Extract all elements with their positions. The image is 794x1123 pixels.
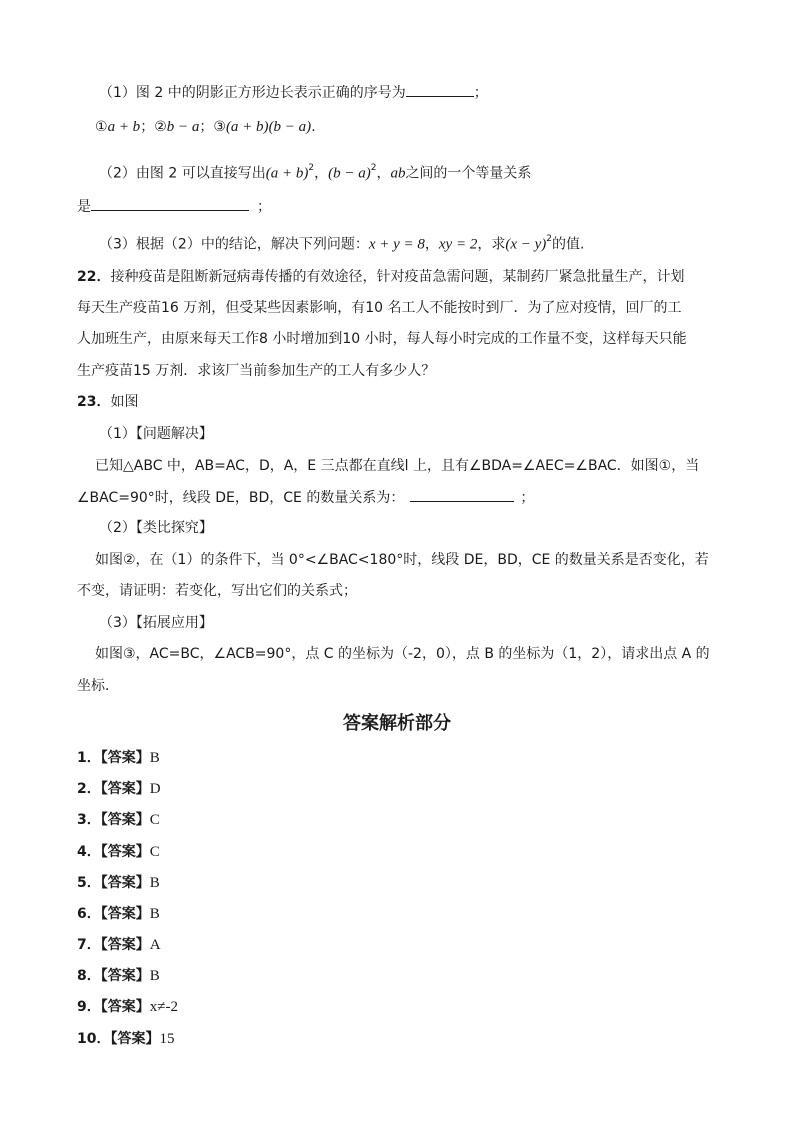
option-3-expr-b: (b − a): [268, 119, 312, 135]
q22-text-3: 人加班生产，由原来每天工作8 小时增加到10 小时，每人每小时完成的工作量不变，这样每天只能: [77, 331, 687, 347]
answer-value: B: [149, 875, 160, 891]
q23-title-text: 如图: [110, 394, 139, 410]
answer-number: 7．: [77, 937, 101, 953]
q23-part2-head: [99, 518, 213, 538]
answer-item: [77, 842, 160, 862]
answer-number: 5．: [77, 875, 101, 891]
q21-part3: [99, 231, 584, 255]
punct: ，: [376, 165, 391, 182]
q23-part1-line1: [95, 456, 699, 476]
q21-part3-text-b: ，求: [477, 236, 506, 253]
answer-value: 15: [159, 1031, 175, 1047]
q22-line1: [77, 267, 684, 287]
answer-tag: 【答案】: [100, 906, 150, 922]
answer-item: [77, 966, 160, 986]
q23-part3-heading: （3）【拓展应用】: [99, 615, 213, 631]
q22-text-1: 接种疫苗是阻断新冠病毒传播的有效途径，针对疫苗急需问题，某制药厂紧急批量生产，计划: [110, 269, 685, 285]
answer-number: 1．: [77, 750, 101, 766]
punct: ，: [424, 236, 439, 253]
q21-part1-text: （1）图 2 中的阴影正方形边长表示正确的序号为: [99, 85, 406, 101]
exponent: 2: [308, 163, 315, 173]
answer-item: [77, 779, 161, 799]
punct: ；: [257, 199, 271, 215]
answer-value: C: [149, 812, 160, 828]
option-marker-3: ③: [213, 119, 226, 135]
q23-part1-text-1: 已知△ABC 中，AB=AC，D，A，E 三点都在直线l 上，且有∠BDA=∠AEC=∠BAC．如图①，当: [95, 458, 700, 474]
q21-part2-text-b: 之间的一个等量关系: [405, 165, 532, 182]
answer-number: 3．: [77, 812, 101, 828]
punct: ，: [314, 165, 329, 182]
question-number: 23．: [77, 394, 111, 410]
expr-x-minus-y: (x − y): [505, 236, 547, 253]
q23-part2-line1: [95, 550, 709, 570]
q23-part1-text-2: ∠BAC=90°时，线段 DE，BD，CE 的数量关系为：: [77, 490, 405, 506]
exponent: 2: [370, 163, 377, 173]
q22-line3: [77, 329, 687, 349]
answer-value: D: [149, 781, 161, 797]
answer-value: A: [149, 937, 161, 953]
q21-part1: [99, 82, 488, 103]
punct: ；: [199, 119, 214, 135]
answer-item: [77, 935, 161, 955]
answer-tag: 【答案】: [100, 937, 150, 953]
equation-2: xy = 2: [438, 236, 478, 253]
answer-number: 6．: [77, 906, 101, 922]
expr-b-minus-a: (b − a): [328, 165, 371, 182]
q22-text-2: 每天生产疫苗16 万剂，但受某些因素影响，有10 名工人不能按时到厂．为了应对疫情，回厂的工: [77, 300, 682, 316]
q21-part2-line2-text: 是: [77, 199, 91, 215]
punct: ；: [473, 85, 488, 101]
answer-tag: 【答案】: [100, 750, 150, 766]
answer-tag: 【答案】: [100, 999, 150, 1015]
answer-value: B: [149, 906, 160, 922]
answer-tag: 【答案】: [100, 968, 150, 984]
q22-text-4: 生产疫苗15 万剂．求该厂当前参加生产的工人有多少人？: [77, 363, 436, 379]
answer-tag: 【答案】: [100, 781, 150, 797]
q23-part3-line1: [95, 644, 710, 664]
exponent: 2: [546, 234, 552, 244]
q21-part3-text: （3）根据（2）中的结论，解决下列问题：: [99, 236, 369, 253]
q21-part3-text-c: 的值.: [552, 236, 585, 253]
q23-part2-line2: [77, 581, 357, 601]
answer-number: 10．: [77, 1031, 111, 1047]
option-marker-2: ②: [154, 119, 167, 135]
answer-blank[interactable]: [406, 82, 474, 97]
answer-tag: 【答案】: [100, 812, 150, 828]
expr-a-plus-b: (a + b): [265, 165, 309, 182]
q23-part1-head: [99, 424, 213, 444]
answer-value: x≠-2: [149, 999, 178, 1015]
answer-number: 8．: [77, 968, 101, 984]
option-1-expr: a + b: [107, 119, 141, 135]
answer-blank[interactable]: [410, 487, 514, 502]
q23-part3-line2: [77, 676, 119, 696]
punct: ；: [140, 119, 155, 135]
answer-tag: 【答案】: [100, 844, 150, 860]
punct: ；: [520, 490, 535, 506]
answer-item: [77, 873, 160, 893]
answer-item: [77, 904, 160, 924]
answer-item: [77, 748, 160, 768]
answer-tag: 【答案】: [100, 875, 150, 891]
answer-tag: 【答案】: [110, 1031, 160, 1047]
option-3-expr-a: (a + b): [225, 119, 269, 135]
option-marker-1: ①: [95, 119, 108, 135]
punct: .: [311, 119, 316, 135]
answer-item: [77, 810, 160, 830]
q23-part3-head: [99, 613, 213, 633]
answer-number: 2．: [77, 781, 101, 797]
q23-part2-text-2: 不变，请证明：若变化，写出它们的关系式；: [77, 583, 357, 599]
q21-part2: [99, 160, 531, 184]
answer-number: 4．: [77, 844, 101, 860]
q23-part1-heading: （1）【问题解决】: [99, 426, 213, 442]
q22-line2: [77, 298, 682, 318]
equation-1: x + y = 8: [368, 236, 425, 253]
answer-number: 9．: [77, 999, 101, 1015]
answer-item: [77, 1029, 174, 1049]
answer-value: B: [149, 750, 160, 766]
q23-part3-text-2: 坐标．: [77, 678, 119, 694]
answer-value: C: [149, 844, 160, 860]
answer-value: B: [149, 968, 160, 984]
q23-part2-heading: （2）【类比探究】: [99, 520, 213, 536]
q21-options: [95, 117, 316, 137]
q21-part2-text: （2）由图 2 可以直接写出: [99, 165, 266, 182]
q23-title: [77, 392, 138, 412]
answer-item: [77, 997, 178, 1017]
expr-ab: ab: [390, 165, 406, 182]
question-number: 22．: [77, 269, 111, 285]
answers-section-title: 答案解析部分: [343, 713, 451, 734]
q22-line4: [77, 361, 435, 381]
q21-part2-line2: [77, 196, 271, 217]
q23-part3-text-1: 如图③，AC=BC，∠ACB=90°，点 C 的坐标为（-2，0），点 B 的坐标为（1，2），请求出点 A 的: [95, 646, 710, 662]
q23-part1-line2: [77, 487, 534, 508]
answer-blank[interactable]: [91, 196, 249, 211]
q23-part2-text-1: 如图②，在（1）的条件下，当 0°<∠BAC<180°时，线段 DE，BD，CE 的数量关系是否变化，若: [95, 552, 709, 568]
option-2-expr: b − a: [166, 119, 200, 135]
